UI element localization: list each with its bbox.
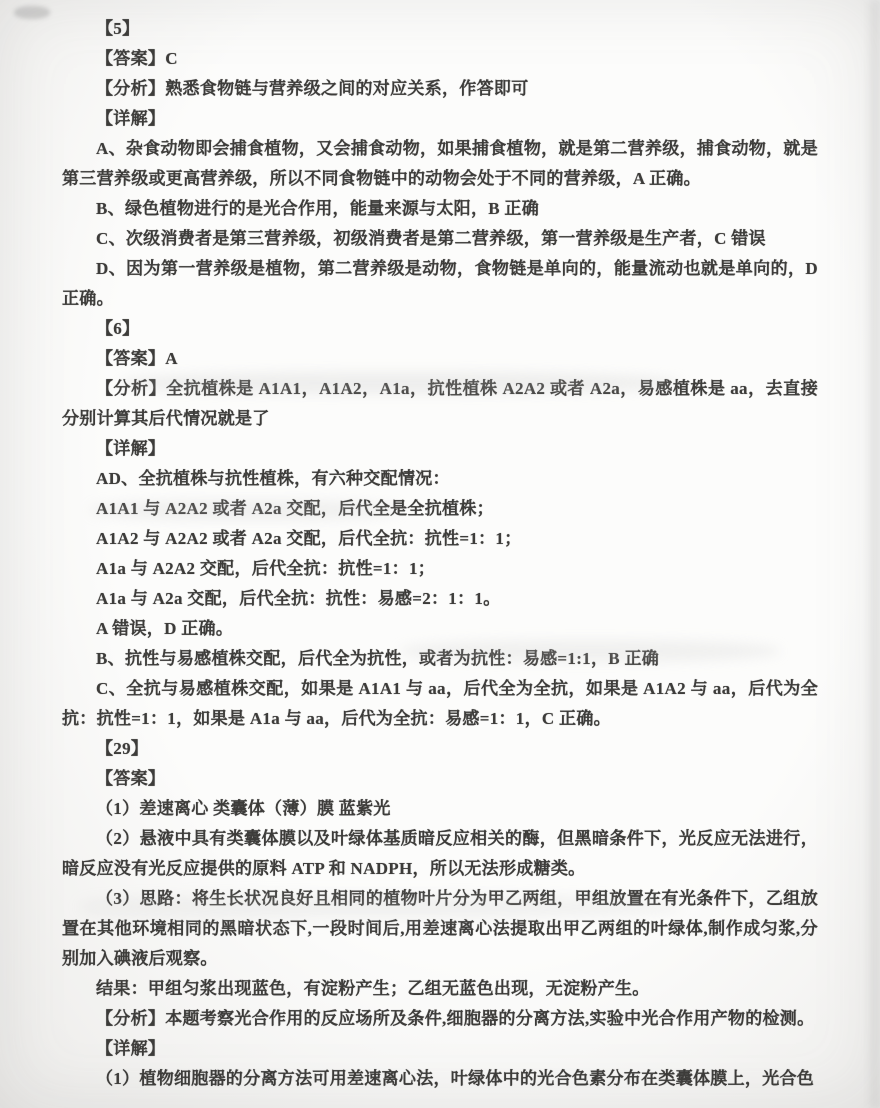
q5-option-b: B、绿色植物进行的是光合作用，能量来源与太阳，B 正确: [96, 199, 540, 218]
q29-answer-part2: （2）悬液中具有类囊体膜以及叶绿体基质暗反应相关的酶，但黑暗条件下，光反应无法进行，暗反应没有光反应提供的原料 ATP 和 NADPH，所以无法形成糖类。: [62, 829, 818, 878]
q6-number: 【6】: [96, 319, 140, 338]
q6-detail-label: 【详解】: [96, 439, 166, 458]
q6-cross-case-4: A1a 与 A2a 交配，后代全抗：抗性：易感=2：1：1。: [96, 589, 501, 608]
q29-analysis: 【分析】本题考察光合作用的反应场所及条件,细胞器的分离方法,实验中光合作用产物的检测。: [96, 1009, 815, 1028]
question-29-block: [62, 734, 818, 1094]
scan-artifact: [14, 6, 50, 19]
q6-answer: 【答案】A: [96, 349, 178, 368]
q5-analysis: 【分析】熟悉食物链与营养级之间的对应关系，作答即可: [96, 79, 529, 98]
q6-analysis: 【分析】全抗植株是 A1A1，A1A2，A1a，抗性植株 A2A2 或者 A2a，易感植株是 aa，去直接分别计算其后代情况就是了: [62, 379, 818, 428]
q6-cross-case-1: A1A1 与 A2A2 或者 A2a 交配，后代全是全抗植株；: [96, 499, 494, 518]
q5-number: 【5】: [96, 19, 140, 38]
q6-option-b: B、抗性与易感植株交配，后代全为抗性，或者为抗性：易感=1:1，B 正确: [96, 649, 660, 668]
q5-option-c: C、次级消费者是第三营养级，初级消费者是第二营养级，第一营养级是生产者，C 错误: [96, 229, 766, 248]
q5-option-a: A、杂食动物即会捕食植物，又会捕食动物，如果捕食植物，就是第二营养级，捕食动物，就是第三营养级或更高营养级，所以不同食物链中的动物会处于不同的营养级，A 正确。: [62, 139, 818, 188]
scan-artifact: [870, 0, 880, 1108]
q29-result: 结果：甲组匀浆出现蓝色，有淀粉产生；乙组无蓝色出现，无淀粉产生。: [96, 979, 650, 998]
q5-option-d: D、因为第一营养级是植物，第二营养级是动物，食物链是单向的，能量流动也就是单向的，D 正确。: [62, 259, 818, 308]
q6-cross-case-2: A1A2 与 A2A2 或者 A2a 交配，后代全抗：抗性=1：1；: [96, 529, 522, 548]
q29-number: 【29】: [96, 739, 149, 758]
q5-detail-label: 【详解】: [96, 109, 166, 128]
q5-answer: 【答案】C: [96, 49, 178, 68]
q6-option-ad-intro: AD、全抗植株与抗性植株，有六种交配情况：: [96, 469, 450, 488]
q6-cross-case-3: A1a 与 A2A2 交配，后代全抗：抗性=1：1；: [96, 559, 436, 578]
question-6-block: [62, 314, 818, 734]
question-5-block: [62, 14, 818, 314]
q6-option-c: C、全抗与易感植株交配，如果是 A1A1 与 aa，后代全为全抗，如果是 A1A2 与 aa，后代为全抗：抗性=1：1，如果是 A1a 与 aa，后代为全抗：易感=1：1，C 正确。: [62, 679, 818, 728]
q29-detail-label: 【详解】: [96, 1039, 166, 1058]
q29-detail-part1: （1）植物细胞器的分离方法可用差速离心法，叶绿体中的光合色素分布在类囊体膜上，光合色: [96, 1069, 815, 1088]
q29-answer-part3: （3）思路：将生长状况良好且相同的植物叶片分为甲乙两组，甲组放置在有光条件下，乙组放置在其他环境相同的黑暗状态下,一段时间后,用差速离心法提取出甲乙两组的叶绿体,制作成匀浆,分别加入碘液后观察。: [62, 889, 818, 968]
q6-option-ad-verdict: A 错误，D 正确。: [96, 619, 234, 638]
q29-answer-part1: （1）差速离心 类囊体（薄）膜 蓝紫光: [96, 799, 391, 818]
q29-answer-label: 【答案】: [96, 769, 166, 788]
